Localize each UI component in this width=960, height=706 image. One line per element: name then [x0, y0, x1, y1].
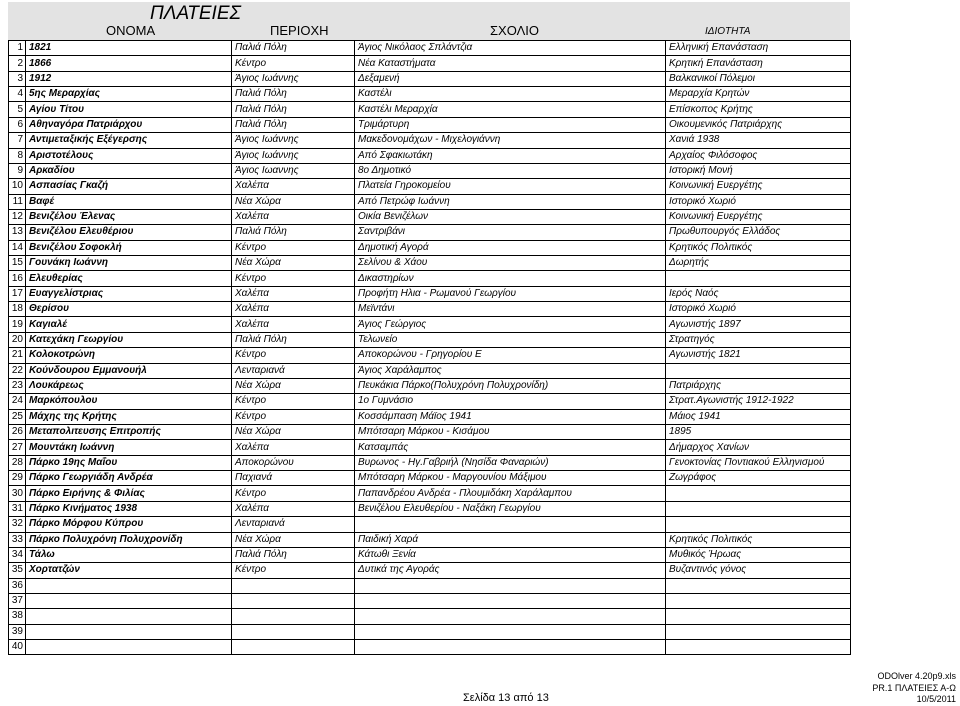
row-number: 15 [9, 256, 26, 271]
table-row [9, 133, 851, 148]
square-name: Βενιζέλου Έλενας [26, 209, 232, 224]
square-name: Πάρκο 19ης Μαΐου [26, 455, 232, 470]
area-cell: Νέα Χώρα [232, 378, 355, 393]
area-cell: Λενταριανά [232, 517, 355, 532]
property-cell: Κρητική Επανάσταση [666, 56, 851, 71]
table-row [9, 440, 851, 455]
square-name: 1912 [26, 71, 232, 86]
table-row [9, 225, 851, 240]
area-cell: Παχιανά [232, 471, 355, 486]
comment-cell [355, 609, 666, 624]
row-number: 37 [9, 593, 26, 608]
comment-cell: Από Σφακιωτάκη [355, 148, 666, 163]
square-name: Κούνδουρου Εμμανουήλ [26, 363, 232, 378]
property-cell: Ελληνική Επανάσταση [666, 41, 851, 56]
square-name: Βενιζέλου Ελευθέριου [26, 225, 232, 240]
property-cell: Κρητικός Πολιτικός [666, 240, 851, 255]
area-cell: Παλιά Πόλη [232, 225, 355, 240]
property-cell [666, 501, 851, 516]
comment-cell: Καστέλι Μεραρχία [355, 102, 666, 117]
square-name: Αγίου Τίτου [26, 102, 232, 117]
property-cell: Οικουμενικός Πατριάρχης [666, 117, 851, 132]
property-cell [666, 363, 851, 378]
row-number: 23 [9, 378, 26, 393]
table-row [9, 240, 851, 255]
property-cell: Μυθικός Ήρωας [666, 547, 851, 562]
square-name: 1866 [26, 56, 232, 71]
square-name: Θερίσου [26, 302, 232, 317]
square-name: Αρκαδίου [26, 163, 232, 178]
square-name: Αντιμεταξικής Εξέγερσης [26, 133, 232, 148]
comment-cell [355, 624, 666, 639]
table-row [9, 286, 851, 301]
table-row [9, 271, 851, 286]
table-row [9, 563, 851, 578]
comment-cell [355, 517, 666, 532]
area-cell: Άγιος Ιωάννης [232, 71, 355, 86]
area-cell: Παλιά Πόλη [232, 87, 355, 102]
property-cell: Βαλκανικοί Πόλεμοι [666, 71, 851, 86]
table-row [9, 578, 851, 593]
comment-cell: Άγιος Γεώργιος [355, 317, 666, 332]
area-cell: Χαλέπα [232, 209, 355, 224]
comment-cell: Παπανδρέου Ανδρέα - Πλουμιδάκη Χαράλαμπου [355, 486, 666, 501]
property-cell: Επίσκοπος Κρήτης [666, 102, 851, 117]
comment-cell: Πλατεία Γηροκομείου [355, 179, 666, 194]
row-number: 32 [9, 517, 26, 532]
area-cell: Χαλέπα [232, 440, 355, 455]
property-cell: Κρητικός Πολιτικός [666, 532, 851, 547]
property-cell: Πρωθυπουργός Ελλάδος [666, 225, 851, 240]
square-name: Κατεχάκη Γεωργίου [26, 332, 232, 347]
comment-cell: Νέα Καταστήματα [355, 56, 666, 71]
square-name: Τάλω [26, 547, 232, 562]
page-title: ΠΛΑΤΕΙΕΣ [150, 3, 241, 24]
area-cell: Άγιος Ιωάννης [232, 148, 355, 163]
square-name: Καγιαλέ [26, 317, 232, 332]
square-name: Ελευθερίας [26, 271, 232, 286]
comment-cell [355, 640, 666, 655]
square-name: Ασπασίας Γκαζή [26, 179, 232, 194]
property-cell: Στρατ.Αγωνιστής 1912-1922 [666, 394, 851, 409]
property-cell [666, 578, 851, 593]
square-name: 1821 [26, 41, 232, 56]
comment-cell: Τελωνείο [355, 332, 666, 347]
comment-cell: Κάτωθι Ξενία [355, 547, 666, 562]
table-row [9, 102, 851, 117]
property-cell: Δήμαρχος Χανίων [666, 440, 851, 455]
comment-cell: Μεϊντάνι [355, 302, 666, 317]
table-row [9, 593, 851, 608]
property-cell: Ιστορική Μονή [666, 163, 851, 178]
square-name: Πάρκο Ειρήνης & Φιλίας [26, 486, 232, 501]
row-number: 24 [9, 394, 26, 409]
area-cell: Αποκορώνου [232, 455, 355, 470]
square-name: Μουντάκη Ιωάννη [26, 440, 232, 455]
comment-cell: Τριμάρτυρη [355, 117, 666, 132]
row-number: 22 [9, 363, 26, 378]
table-row [9, 609, 851, 624]
comment-cell: Σελίνου & Χάου [355, 256, 666, 271]
property-cell: Μάιος 1941 [666, 409, 851, 424]
row-number: 12 [9, 209, 26, 224]
property-cell [666, 486, 851, 501]
property-cell [666, 517, 851, 532]
row-number: 16 [9, 271, 26, 286]
property-cell: Χανιά 1938 [666, 133, 851, 148]
area-cell [232, 609, 355, 624]
row-number: 39 [9, 624, 26, 639]
row-number: 30 [9, 486, 26, 501]
property-cell: Ιστορικό Χωριό [666, 302, 851, 317]
comment-cell: Άγιος Χαράλαμπος [355, 363, 666, 378]
row-number: 17 [9, 286, 26, 301]
square-name: Ευαγγελίστριας [26, 286, 232, 301]
comment-cell: Δυτικά της Αγοράς [355, 563, 666, 578]
row-number: 34 [9, 547, 26, 562]
comment-cell: Κατσαμπάς [355, 440, 666, 455]
area-cell: Παλιά Πόλη [232, 102, 355, 117]
area-cell: Χαλέπα [232, 302, 355, 317]
column-header-area: ΠΕΡΙΟΧΗ [270, 23, 329, 38]
row-number: 21 [9, 348, 26, 363]
square-name [26, 640, 232, 655]
page-number: Σελίδα 13 από 13 [463, 692, 549, 704]
row-number: 11 [9, 194, 26, 209]
area-cell: Κέντρο [232, 563, 355, 578]
area-cell: Χαλέπα [232, 317, 355, 332]
row-number: 40 [9, 640, 26, 655]
row-number: 2 [9, 56, 26, 71]
row-number: 20 [9, 332, 26, 347]
area-cell [232, 624, 355, 639]
table-row [9, 348, 851, 363]
square-name: Χορτατζών [26, 563, 232, 578]
comment-cell: Καστέλι [355, 87, 666, 102]
table-row [9, 517, 851, 532]
comment-cell: Προφήτη Ηλια - Ρωμανού Γεωργίου [355, 286, 666, 301]
square-name: 5ης Μεραρχίας [26, 87, 232, 102]
row-number: 3 [9, 71, 26, 86]
row-number: 19 [9, 317, 26, 332]
comment-cell: Σαντριβάνι [355, 225, 666, 240]
square-name: Πάρκο Κινήματος 1938 [26, 501, 232, 516]
comment-cell: Άγιος Νικόλαος Σπλάντζια [355, 41, 666, 56]
table-row [9, 256, 851, 271]
table-row [9, 163, 851, 178]
table-row [9, 41, 851, 56]
square-name: Κολοκοτρώνη [26, 348, 232, 363]
square-name: Αθηναγόρα Πατριάρχου [26, 117, 232, 132]
square-name: Λουκάρεως [26, 378, 232, 393]
property-cell: Αγωνιστής 1821 [666, 348, 851, 363]
property-cell [666, 271, 851, 286]
row-number: 26 [9, 424, 26, 439]
square-name: Αριστοτέλους [26, 148, 232, 163]
table-row [9, 624, 851, 639]
table-row [9, 486, 851, 501]
property-cell: Ιστορικό Χωριό [666, 194, 851, 209]
table-row [9, 378, 851, 393]
square-name: Μάχης της Κρήτης [26, 409, 232, 424]
comment-cell: 8ο Δημοτικό [355, 163, 666, 178]
property-cell: 1895 [666, 424, 851, 439]
table-row [9, 317, 851, 332]
table-row [9, 424, 851, 439]
row-number: 25 [9, 409, 26, 424]
file-name: ODOlver 4.20p9.xls [877, 671, 956, 681]
area-cell: Λενταριανά [232, 363, 355, 378]
property-cell: Ζωγράφος [666, 471, 851, 486]
square-name: Μαρκόπουλου [26, 394, 232, 409]
print-date: 10/5/2011 [916, 694, 956, 704]
area-cell: Κέντρο [232, 486, 355, 501]
table-row [9, 56, 851, 71]
area-cell: Νέα Χώρα [232, 194, 355, 209]
row-number: 13 [9, 225, 26, 240]
property-cell [666, 609, 851, 624]
row-number: 1 [9, 41, 26, 56]
area-cell: Κέντρο [232, 394, 355, 409]
comment-cell [355, 578, 666, 593]
table-row [9, 87, 851, 102]
property-cell: Πατριάρχης [666, 378, 851, 393]
comment-cell: 1ο Γυμνάσιο [355, 394, 666, 409]
file-info [872, 671, 956, 706]
area-cell: Παλιά Πόλη [232, 41, 355, 56]
area-cell [232, 578, 355, 593]
sheet-name: PR.1 ΠΛΑΤΕΙΕΣ Α-Ω [872, 682, 956, 693]
property-cell: Δωρητής [666, 256, 851, 271]
square-name: Πάρκο Γεωργιάδη Ανδρέα [26, 471, 232, 486]
table-row [9, 363, 851, 378]
square-name [26, 609, 232, 624]
row-number: 38 [9, 609, 26, 624]
area-cell [232, 640, 355, 655]
area-cell: Νέα Χώρα [232, 256, 355, 271]
square-name: Βενιζέλου Σοφοκλή [26, 240, 232, 255]
table-row [9, 532, 851, 547]
comment-cell: Οικία Βενιζέλων [355, 209, 666, 224]
table-row [9, 117, 851, 132]
squares-table [8, 40, 851, 655]
area-cell: Κέντρο [232, 348, 355, 363]
row-number: 14 [9, 240, 26, 255]
area-cell: Άγιος Ιωαννης [232, 163, 355, 178]
comment-cell: Πευκάκια Πάρκο(Πολυχρόνη Πολυχρονίδη) [355, 378, 666, 393]
property-cell [666, 593, 851, 608]
row-number: 28 [9, 455, 26, 470]
comment-cell: Δεξαμενή [355, 71, 666, 86]
column-header-name: ΟΝΟΜΑ [106, 23, 156, 38]
area-cell: Παλιά Πόλη [232, 332, 355, 347]
area-cell: Κέντρο [232, 240, 355, 255]
property-cell: Κοινωνική Ευεργέτης [666, 179, 851, 194]
property-cell: Μεραρχία Κρητών [666, 87, 851, 102]
row-number: 10 [9, 179, 26, 194]
property-cell: Κοινωνική Ευεργέτης [666, 209, 851, 224]
square-name [26, 593, 232, 608]
table-row [9, 179, 851, 194]
column-header-comment: ΣΧΟΛΙΟ [490, 23, 539, 38]
comment-cell: Βυρωνος - Ηγ.Γαβριήλ (Νησίδα Φαναριών) [355, 455, 666, 470]
table-row [9, 148, 851, 163]
table-row [9, 547, 851, 562]
square-name: Πάρκο Πολυχρόνη Πολυχρονίδη [26, 532, 232, 547]
property-cell: Γενοκτονίας Ποντιακού Ελληνισμού [666, 455, 851, 470]
table-row [9, 71, 851, 86]
area-cell: Κέντρο [232, 271, 355, 286]
table-row [9, 409, 851, 424]
area-cell: Κέντρο [232, 409, 355, 424]
comment-cell [355, 593, 666, 608]
comment-cell: Αποκορώνου - Γρηγορίου Ε [355, 348, 666, 363]
area-cell: Χαλέπα [232, 286, 355, 301]
area-cell: Παλιά Πόλη [232, 547, 355, 562]
area-cell: Νέα Χώρα [232, 532, 355, 547]
row-number: 9 [9, 163, 26, 178]
property-cell: Βυζαντινός γόνος [666, 563, 851, 578]
row-number: 35 [9, 563, 26, 578]
area-cell: Παλιά Πόλη [232, 117, 355, 132]
table-row [9, 302, 851, 317]
comment-cell: Από Πετρώφ Ιωάννη [355, 194, 666, 209]
table-row [9, 501, 851, 516]
area-cell: Νέα Χώρα [232, 424, 355, 439]
row-number: 18 [9, 302, 26, 317]
square-name: Βαφέ [26, 194, 232, 209]
comment-cell: Δικαστηρίων [355, 271, 666, 286]
property-cell [666, 640, 851, 655]
row-number: 33 [9, 532, 26, 547]
table-row [9, 394, 851, 409]
table-row [9, 455, 851, 470]
property-cell: Αρχαίος Φιλόσοφος [666, 148, 851, 163]
property-cell: Αγωνιστής 1897 [666, 317, 851, 332]
row-number: 6 [9, 117, 26, 132]
property-cell: Στρατηγός [666, 332, 851, 347]
table-row [9, 640, 851, 655]
table-row [9, 194, 851, 209]
row-number: 36 [9, 578, 26, 593]
property-cell [666, 624, 851, 639]
comment-cell: Παιδική Χαρά [355, 532, 666, 547]
area-cell: Κέντρο [232, 56, 355, 71]
row-number: 7 [9, 133, 26, 148]
area-cell: Χαλέπα [232, 501, 355, 516]
row-number: 5 [9, 102, 26, 117]
square-name: Γουνάκη Ιωάννη [26, 256, 232, 271]
row-number: 29 [9, 471, 26, 486]
square-name [26, 578, 232, 593]
square-name [26, 624, 232, 639]
square-name: Μεταπολιτευσης Επιτροπής [26, 424, 232, 439]
area-cell: Χαλέπα [232, 179, 355, 194]
table-row [9, 332, 851, 347]
comment-cell: Μπότσαρη Μάρκου - Μαργουνίου Μάξιμου [355, 471, 666, 486]
row-number: 8 [9, 148, 26, 163]
area-cell: Άγιος Ιωάννης [232, 133, 355, 148]
property-cell: Ιερός Ναός [666, 286, 851, 301]
comment-cell: Βενιζέλου Ελευθερίου - Ναξάκη Γεωργίου [355, 501, 666, 516]
column-header-property: ΙΔΙΟΤΗΤΑ [705, 26, 751, 37]
row-number: 31 [9, 501, 26, 516]
square-name: Πάρκο Μόρφου Κύπρου [26, 517, 232, 532]
area-cell [232, 593, 355, 608]
comment-cell: Δημοτική Αγορά [355, 240, 666, 255]
table-row [9, 209, 851, 224]
row-number: 27 [9, 440, 26, 455]
row-number: 4 [9, 87, 26, 102]
table-row [9, 471, 851, 486]
comment-cell: Μπότσαρη Μάρκου - Κισάμου [355, 424, 666, 439]
comment-cell: Κοσσάμπαση Μάϊος 1941 [355, 409, 666, 424]
comment-cell: Μακεδονομάχων - Μιχελογιάννη [355, 133, 666, 148]
